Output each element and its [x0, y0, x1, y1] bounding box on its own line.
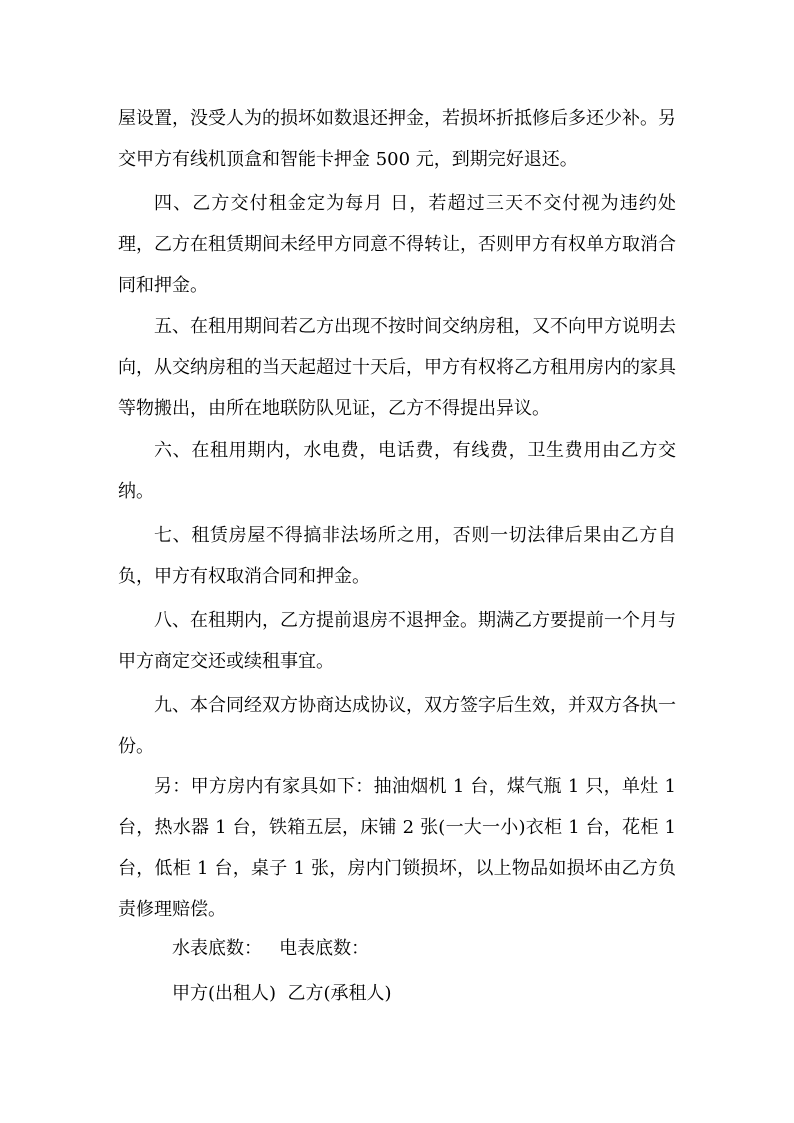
paragraph-deposit-continuation: 屋设置，没受人为的损坏如数退还押金，若损坏折抵修后多还少补。另交甲方有线机顶盒和智能卡押金 500 元，到期完好退还。 [118, 108, 676, 170]
paragraph-clause-5: 五、在租用期间若乙方出现不按时间交纳房租，又不向甲方说明去向，从交纳房租的当天起超过十天后，甲方有权将乙方租用房内的家具等物搬出，由所在地联防队见证，乙方不得提出异议。 [118, 316, 676, 419]
paragraph-furniture-list: 另：甲方房内有家具如下：抽油烟机 1 台，煤气瓶 1 只，单灶 1 台，热水器 1 台，铁箱五层，床铺 2 张(一大一小)衣柜 1 台，花柜 1 台，低柜 1 台，桌子 1 张，房内门锁损坏，以上物品如损坏由乙方负责修理赔偿。 [118, 776, 676, 920]
meter-readings-line: 水表底数： 电表底数： [172, 938, 370, 959]
signature-line: 甲方(出租人) 乙方(承租人) [172, 983, 392, 1004]
paragraph-clause-4: 四、乙方交付租金定为每月 日，若超过三天不交付视为违约处理，乙方在租赁期间未经甲方同意不得转让，否则甲方有权单方取消合同和押金。 [118, 193, 676, 296]
paragraph-clause-7: 七、租赁房屋不得搞非法场所之用，否则一切法律后果由乙方自负，甲方有权取消合同和押金。 [118, 525, 676, 587]
paragraph-clause-9: 九、本合同经双方协商达成协议，双方签字后生效，并双方各执一份。 [118, 695, 676, 757]
paragraph-clause-8: 八、在租期内，乙方提前退房不退押金。期满乙方要提前一个月与甲方商定交还或续租事宜。 [118, 610, 676, 672]
paragraph-clause-6: 六、在租用期内，水电费，电话费，有线费，卫生费用由乙方交纳。 [118, 440, 676, 502]
